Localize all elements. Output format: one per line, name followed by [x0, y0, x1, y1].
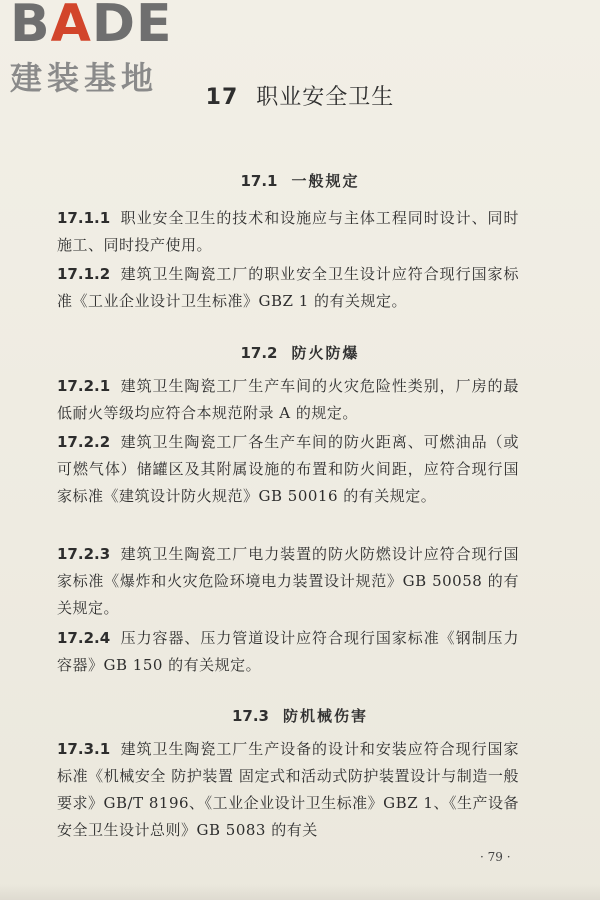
- chapter-number: 17: [205, 85, 239, 110]
- clause: [57, 541, 519, 622]
- logo-wordmark: BADE: [10, 0, 173, 54]
- section-title: 17.2 防火防爆: [240, 344, 360, 362]
- section-title: 17.1 一般规定: [240, 172, 360, 190]
- section-title: 17.3 防机械伤害: [231, 707, 369, 725]
- page-number: · 79 ·: [480, 850, 511, 864]
- chapter-name: 职业安全卫生: [256, 85, 395, 110]
- clause-text: 建筑卫生陶瓷工厂电力装置的防火防燃设计应符合现行国家标准《爆炸和火灾危险环境电力装置设计规范》GB 50058 的有关规定。: [57, 545, 519, 617]
- clause-text: 建筑卫生陶瓷工厂各生产车间的防火距离、可燃油品（或可燃气体）储罐区及其附属设施的布置和防火间距，应符合现行国家标准《建筑设计防火规范》GB 50016 的有关规定。: [57, 433, 519, 505]
- clause: [57, 625, 519, 679]
- page-edge-shadow: [0, 884, 600, 900]
- clause: [57, 736, 519, 844]
- clause-text: 建筑卫生陶瓷工厂生产车间的火灾危险性类别，厂房的最低耐火等级均应符合本规范附录 A 的规定。: [57, 377, 519, 422]
- logo-subtitle: 建装基地: [10, 59, 159, 97]
- clause-number: 17.1.2: [57, 265, 111, 283]
- clause-text: 职业安全卫生的技术和设施应与主体工程同时设计、同时施工、同时投产使用。: [57, 209, 519, 254]
- clause-number: 17.2.1: [57, 377, 111, 395]
- clause-text: 建筑卫生陶瓷工厂的职业安全卫生设计应符合现行国家标准《工业企业设计卫生标准》GBZ 1 的有关规定。: [57, 265, 519, 310]
- clause-number: 17.1.1: [57, 209, 111, 227]
- clause-number: 17.2.2: [57, 433, 111, 451]
- clause: [57, 429, 519, 510]
- clause: [57, 373, 519, 427]
- clause: [57, 205, 519, 259]
- clause-number: 17.3.1: [57, 740, 111, 758]
- clause: [57, 261, 519, 315]
- clause-text: 建筑卫生陶瓷工厂生产设备的设计和安装应符合现行国家标准《机械安全 防护装置 固定式和活动式防护装置设计与制造一般要求》GB/T 8196、《工业企业设计卫生标准》GBZ 1、《生产设备安全卫生设计总则》GB 5083 的有关: [57, 740, 519, 839]
- chapter-title: [0, 80, 600, 111]
- clause-number: 17.2.3: [57, 545, 111, 563]
- clause-number: 17.2.4: [57, 629, 111, 647]
- clause-text: 压力容器、压力管道设计应符合现行国家标准《钢制压力容器》GB 150 的有关规定。: [57, 629, 519, 674]
